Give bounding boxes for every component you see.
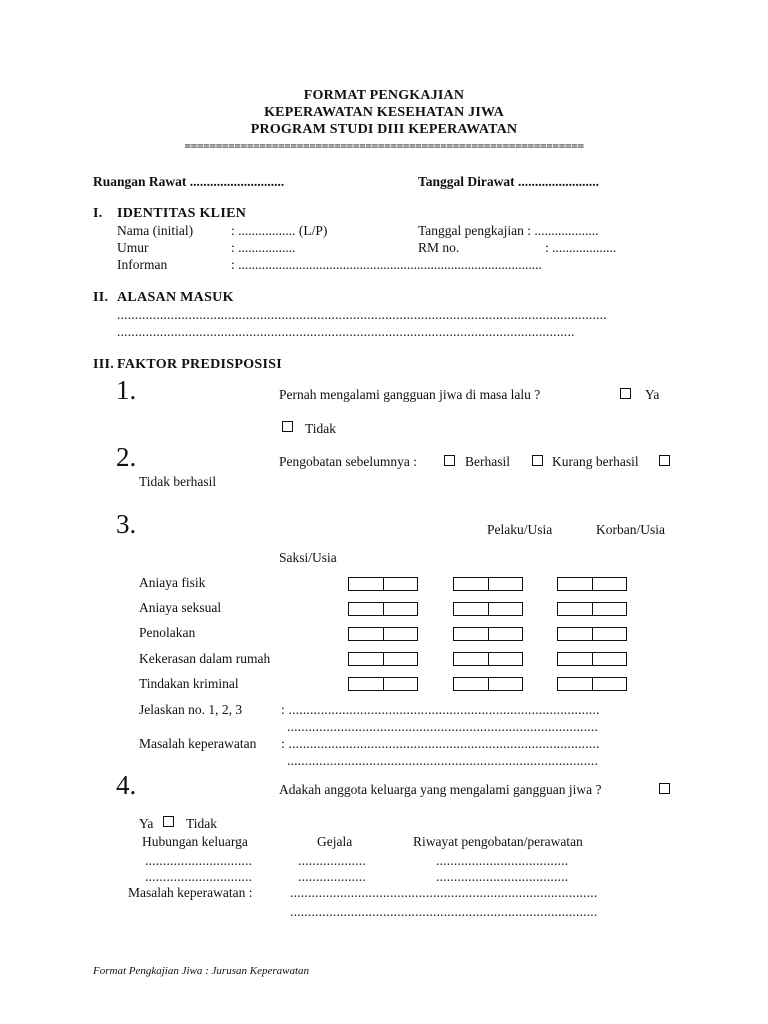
kriminal-korban-cell[interactable] xyxy=(453,677,523,691)
hubungan-row-1[interactable]: .............................. xyxy=(145,853,253,868)
row-label-kekerasan-dalam-rumah: Kekerasan dalam rumah xyxy=(139,651,271,666)
rm-field[interactable]: : ................... xyxy=(545,240,617,255)
masalah-keperawatan-label: Masalah keperawatan xyxy=(139,736,257,751)
q2-tidak-berhasil-checkbox[interactable] xyxy=(659,455,670,466)
masalah-keperawatan-line-2[interactable]: ....................................................................................... xyxy=(287,753,599,768)
col-pelaku-usia: Pelaku/Usia xyxy=(487,522,553,537)
kriminal-pelaku-cell[interactable] xyxy=(348,677,418,691)
q4-tidak-label: Tidak xyxy=(186,816,218,831)
q2-berhasil-label: Berhasil xyxy=(465,454,510,469)
aniaya-fisik-korban-cell[interactable] xyxy=(453,577,523,591)
form-title-line-2: KEPERAWATAN KESEHATAN JIWA xyxy=(264,105,504,120)
nama-label: Nama (initial) xyxy=(117,223,194,238)
tanggal-dirawat-field[interactable]: Tanggal Dirawat ........................ xyxy=(418,174,600,189)
question-4-number: 4. xyxy=(116,770,137,800)
question-3-number: 3. xyxy=(116,509,137,539)
q1-ya-label: Ya xyxy=(645,387,660,402)
gejala-row-2[interactable]: ................... xyxy=(298,869,366,884)
section-2-title: ALASAN MASUK xyxy=(117,290,234,305)
row-label-tindakan-kriminal: Tindakan kriminal xyxy=(139,676,239,691)
row-label-aniaya-fisik: Aniaya fisik xyxy=(139,575,206,590)
col-gejala: Gejala xyxy=(317,834,353,849)
form-title-line-3: PROGRAM STUDI DIII KEPERAWATAN xyxy=(250,122,518,137)
penolakan-korban-cell[interactable] xyxy=(453,627,523,641)
rm-label: RM no. xyxy=(418,240,460,255)
row-label-aniaya-seksual: Aniaya seksual xyxy=(139,600,222,615)
question-2-text: Pengobatan sebelumnya : xyxy=(279,454,417,469)
col-hubungan-keluarga: Hubungan keluarga xyxy=(142,834,248,849)
question-1-number: 1. xyxy=(116,375,137,405)
alasan-masuk-line-1[interactable]: ......................................................................................................................................... xyxy=(117,307,607,322)
aniaya-seksual-pelaku-cell[interactable] xyxy=(348,602,418,616)
informan-field[interactable]: : .......................................................................................... xyxy=(231,257,542,272)
aniaya-fisik-pelaku-cell[interactable] xyxy=(348,577,418,591)
q2-berhasil-checkbox[interactable] xyxy=(444,455,455,466)
col-riwayat-pengobatan: Riwayat pengobatan/perawatan xyxy=(413,834,583,849)
section-2-number: II. xyxy=(93,290,109,305)
umur-field[interactable]: : ................. xyxy=(231,240,296,255)
q2-kurang-berhasil-label: Kurang berhasil xyxy=(552,454,639,469)
col-korban-usia: Korban/Usia xyxy=(596,522,665,537)
aniaya-fisik-saksi-cell[interactable] xyxy=(557,577,627,591)
aniaya-seksual-saksi-cell[interactable] xyxy=(557,602,627,616)
penolakan-saksi-cell[interactable] xyxy=(557,627,627,641)
q4-masalah-keperawatan-label: Masalah keperawatan : xyxy=(128,885,253,900)
q1-tidak-checkbox[interactable] xyxy=(282,421,293,432)
q4-ya-label: Ya xyxy=(139,816,154,831)
question-4-text: Adakah anggota keluarga yang mengalami gangguan jiwa ? xyxy=(279,782,602,797)
riwayat-row-2[interactable]: ..................................... xyxy=(436,869,569,884)
row-label-penolakan: Penolakan xyxy=(139,625,196,640)
kekerasan-korban-cell[interactable] xyxy=(453,652,523,666)
umur-label: Umur xyxy=(117,240,149,255)
q4-masalah-line-1[interactable]: ...................................................................................... xyxy=(290,885,598,900)
footer-text: Format Pengkajian Jiwa : Jurusan Keperawatan xyxy=(93,965,310,977)
form-title-line-1: FORMAT PENGKAJIAN xyxy=(303,88,465,103)
section-3-number: III. xyxy=(93,357,115,372)
question-1-text: Pernah mengalami gangguan jiwa di masa lalu ? xyxy=(279,387,541,402)
alasan-masuk-line-2[interactable]: ................................................................................................................................ xyxy=(117,324,575,339)
question-2-number: 2. xyxy=(116,442,137,472)
q1-ya-checkbox[interactable] xyxy=(620,388,631,399)
jelaskan-line-2[interactable]: ....................................................................................... xyxy=(287,719,599,734)
q2-tidak-berhasil-label: Tidak berhasil xyxy=(139,474,217,489)
header-rule: ================================================================ xyxy=(184,139,584,153)
hubungan-row-2[interactable]: .............................. xyxy=(145,869,253,884)
riwayat-row-1[interactable]: ..................................... xyxy=(436,853,569,868)
q1-tidak-label: Tidak xyxy=(305,421,337,436)
q4-ya-checkbox[interactable] xyxy=(659,783,670,794)
kriminal-saksi-cell[interactable] xyxy=(557,677,627,691)
q4-masalah-line-2[interactable]: ...................................................................................... xyxy=(290,904,598,919)
tanggal-pengkajian-field[interactable]: Tanggal pengkajian : ................... xyxy=(418,223,599,238)
informan-label: Informan xyxy=(117,257,168,272)
gejala-row-1[interactable]: ................... xyxy=(298,853,366,868)
kekerasan-pelaku-cell[interactable] xyxy=(348,652,418,666)
penolakan-pelaku-cell[interactable] xyxy=(348,627,418,641)
kekerasan-saksi-cell[interactable] xyxy=(557,652,627,666)
jelaskan-label: Jelaskan no. 1, 2, 3 xyxy=(139,702,243,717)
col-saksi-usia: Saksi/Usia xyxy=(279,550,337,565)
section-1-title: IDENTITAS KLIEN xyxy=(117,206,247,221)
nama-field[interactable]: : ................. (L/P) xyxy=(231,223,328,238)
ruangan-rawat-field[interactable]: Ruangan Rawat ............................ xyxy=(93,174,285,189)
q2-kurang-berhasil-checkbox[interactable] xyxy=(532,455,543,466)
aniaya-seksual-korban-cell[interactable] xyxy=(453,602,523,616)
section-3-title: FAKTOR PREDISPOSISI xyxy=(117,357,283,372)
jelaskan-line-1[interactable]: : ....................................................................................... xyxy=(281,702,600,717)
masalah-keperawatan-line-1[interactable]: : ....................................................................................... xyxy=(281,736,600,751)
section-1-number: I. xyxy=(93,206,103,221)
q4-tidak-checkbox[interactable] xyxy=(163,816,174,827)
